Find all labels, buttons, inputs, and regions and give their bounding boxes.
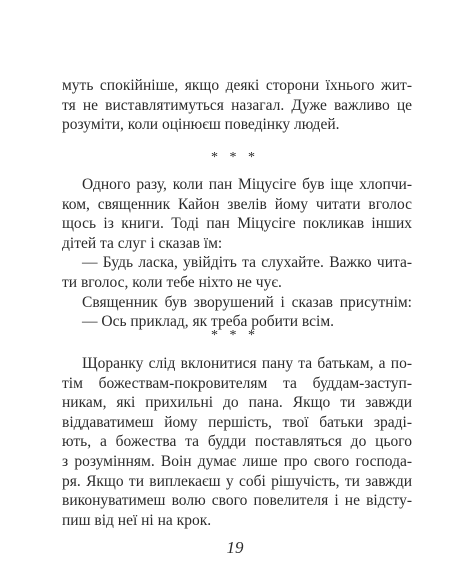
text-line: Священник був зворушений і сказав присутнім:: [82, 293, 412, 311]
text-line: ком, священник Кайон звелів йому читати вголос: [62, 195, 412, 213]
text-line: тім божествам-покровителям та буддам-заступ-: [62, 374, 412, 392]
text-line: муть спокійніше, якщо деякі сторони їхнього жит-: [62, 77, 412, 94]
text-line: щось із книги. Тоді пан Міцусіге покликав інших: [62, 215, 412, 233]
text-line: никам, які прихильні до пана. Якщо ти завжди: [62, 394, 412, 412]
text-line: віддаватимеш йому першість, твої батьки зрадi-: [62, 413, 412, 431]
text-line: з розумінням. Воін думає лише про свого господа-: [62, 452, 412, 470]
text-line: Одного разу, коли пан Міцусіге був іще хлопчи-: [82, 176, 412, 193]
text-line: ти вголос, коли тебе ніхто не чує.: [62, 273, 282, 291]
page-number: 19: [226, 538, 244, 557]
text-line: ють, а божества та будди поставляться до цього: [62, 433, 412, 451]
text-line: — Ось приклад, як треба робити всім.: [82, 313, 335, 331]
paragraph-mitsushige-reading: [62, 175, 412, 332]
text-line: тя не виставлятимуться назагал. Дуже важливо це: [62, 96, 412, 114]
text-line: Щоранку слід вклонитися пану та батькам, а по-: [82, 355, 412, 372]
section-separator: * * *: [211, 150, 259, 165]
text-line: ря. Якщо ти виплекаєш у собі рішучість, ти завжди: [62, 472, 412, 490]
text-line: розуміти, коли оцінюєш поведінку людей.: [62, 116, 340, 134]
text-line: дітей та слуг і сказав їм:: [62, 234, 223, 252]
paragraph-intro-continuation: [62, 76, 412, 135]
section-separator: * * *: [211, 328, 259, 343]
text-line: пиш від неї ні на крок.: [62, 511, 212, 529]
paragraph-morning-bow: [62, 354, 412, 530]
text-line: — Будь ласка, увійдіть та слухайте. Важко чита-: [82, 254, 412, 272]
text-line: виконуватимеш волю свого повелителя і не відсту-: [62, 492, 412, 510]
